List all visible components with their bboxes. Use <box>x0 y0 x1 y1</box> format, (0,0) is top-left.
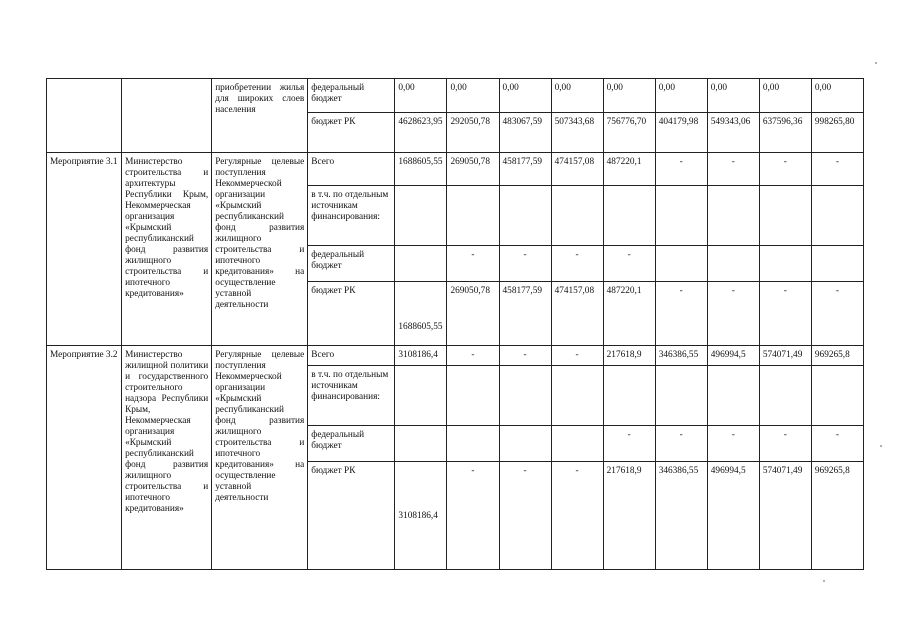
value-cell <box>447 426 499 462</box>
value-cell: 458177,59 <box>499 153 551 186</box>
value-cell: - <box>603 246 655 282</box>
source-cell: бюджет РК <box>308 113 395 153</box>
value-cell: 998265,80 <box>811 113 863 153</box>
value-cell: 458177,59 <box>499 282 551 346</box>
value-cell: 0,00 <box>395 79 447 113</box>
value-cell <box>395 186 447 246</box>
purpose-cell: приобретении жилья для широких слоев населения <box>212 79 308 153</box>
value-cell <box>551 186 603 246</box>
source-cell: в т.ч. по отдельным источникам финансирования: <box>308 186 395 246</box>
value-cell: 292050,78 <box>447 113 499 153</box>
value-cell: - <box>551 346 603 366</box>
value-cell <box>707 186 759 246</box>
event-name: Мероприятие 3.2 <box>47 346 122 570</box>
value-cell <box>655 186 707 246</box>
value-cell: 0,00 <box>499 79 551 113</box>
value-cell: 0,00 <box>447 79 499 113</box>
value-cell: - <box>447 346 499 366</box>
value-cell: - <box>759 282 811 346</box>
value-cell: 346386,55 <box>655 462 707 570</box>
value-cell: 637596,36 <box>759 113 811 153</box>
table-row <box>47 153 864 186</box>
value-cell <box>499 426 551 462</box>
value-cell: 483067,59 <box>499 113 551 153</box>
event-name: Мероприятие 3.1 <box>47 153 122 346</box>
executor-cell <box>122 79 212 153</box>
value-cell: 487220,1 <box>603 282 655 346</box>
value-cell: 507343,68 <box>551 113 603 153</box>
value-cell: - <box>811 282 863 346</box>
value-cell <box>499 366 551 426</box>
value-cell: - <box>707 426 759 462</box>
value-cell: - <box>707 282 759 346</box>
value-cell: 269050,78 <box>447 153 499 186</box>
value-cell: - <box>551 246 603 282</box>
value-cell: - <box>447 246 499 282</box>
value-cell <box>759 366 811 426</box>
value-cell: - <box>603 426 655 462</box>
value-cell <box>395 426 447 462</box>
value-cell: 269050,78 <box>447 282 499 346</box>
value-cell: 0,00 <box>707 79 759 113</box>
value-cell: - <box>499 462 551 570</box>
value-cell: 969265,8 <box>811 346 863 366</box>
value-cell <box>759 246 811 282</box>
source-cell: федеральный бюджет <box>308 426 395 462</box>
value-cell <box>447 366 499 426</box>
scan-speck <box>875 62 877 64</box>
value-cell <box>707 246 759 282</box>
value-cell: 549343,06 <box>707 113 759 153</box>
value-cell: - <box>707 153 759 186</box>
value-cell: 574071,49 <box>759 346 811 366</box>
value-cell <box>395 246 447 282</box>
funding-table <box>46 78 864 570</box>
value-cell: - <box>655 426 707 462</box>
value-cell: - <box>811 153 863 186</box>
value-cell: - <box>447 462 499 570</box>
value-cell: - <box>499 246 551 282</box>
table-row <box>47 346 864 366</box>
executor-cell: Министерство строительства и архитектуры Республики Крым, Некоммерческая организация «Крымский республиканский фонд развития жилищного строительства и ипотечного кредитования» <box>122 153 212 346</box>
value-cell: 0,00 <box>603 79 655 113</box>
value-cell: 474157,08 <box>551 153 603 186</box>
value-cell <box>759 186 811 246</box>
value-cell: 346386,55 <box>655 346 707 366</box>
value-cell: 0,00 <box>811 79 863 113</box>
value-cell <box>603 186 655 246</box>
value-cell: 969265,8 <box>811 462 863 570</box>
purpose-cell: Регулярные целевые поступления Некоммерческой организации «Крымский республиканский фонд развития жилищного строительства и ипотечного кредитования» на осуществление уставной деятельности <box>212 153 308 346</box>
source-cell: федеральный бюджет <box>308 79 395 113</box>
value-cell <box>655 246 707 282</box>
source-cell: бюджет РК <box>308 282 395 346</box>
value-cell: 496994,5 <box>707 462 759 570</box>
value-cell: - <box>759 153 811 186</box>
scan-speck <box>880 445 882 447</box>
value-cell: 756776,70 <box>603 113 655 153</box>
value-cell: 3108186,4 <box>395 462 447 570</box>
value-cell: 0,00 <box>655 79 707 113</box>
source-cell: в т.ч. по отдельным источникам финансирования: <box>308 366 395 426</box>
value-cell <box>499 186 551 246</box>
source-cell: бюджет РК <box>308 462 395 570</box>
value-cell: 1688605,55 <box>395 282 447 346</box>
value-cell <box>811 246 863 282</box>
value-cell <box>655 366 707 426</box>
value-cell: 217618,9 <box>603 462 655 570</box>
value-cell: 487220,1 <box>603 153 655 186</box>
scan-speck <box>823 580 825 582</box>
value-cell <box>811 366 863 426</box>
value-cell: 0,00 <box>759 79 811 113</box>
value-cell <box>707 366 759 426</box>
value-cell: 0,00 <box>551 79 603 113</box>
value-cell: 404179,98 <box>655 113 707 153</box>
source-cell: федеральный бюджет <box>308 246 395 282</box>
source-cell: Всего <box>308 346 395 366</box>
value-cell: - <box>655 282 707 346</box>
value-cell <box>551 366 603 426</box>
value-cell: 496994,5 <box>707 346 759 366</box>
value-cell <box>551 426 603 462</box>
value-cell <box>395 366 447 426</box>
value-cell <box>811 186 863 246</box>
value-cell: - <box>759 426 811 462</box>
value-cell: 574071,49 <box>759 462 811 570</box>
table-row <box>47 79 864 113</box>
value-cell <box>603 366 655 426</box>
event-cell <box>47 79 122 153</box>
value-cell: - <box>655 153 707 186</box>
value-cell: 217618,9 <box>603 346 655 366</box>
value-cell: 474157,08 <box>551 282 603 346</box>
purpose-cell: Регулярные целевые поступления Некоммерческой организации «Крымский республиканский фонд развития жилищного строительства и ипотечного кредитования» на осуществление уставной деятельности <box>212 346 308 570</box>
value-cell <box>447 186 499 246</box>
source-cell: Всего <box>308 153 395 186</box>
value-cell: 4628623,95 <box>395 113 447 153</box>
value-cell: - <box>551 462 603 570</box>
value-cell: - <box>811 426 863 462</box>
value-cell: 1688605,55 <box>395 153 447 186</box>
value-cell: - <box>499 346 551 366</box>
executor-cell: Министерство жилищной политики и государственного строительного надзора Республики Крым, Некоммерческая организация «Крымский республиканский фонд развития жилищного строительства и ипотечного кредитования» <box>122 346 212 570</box>
value-cell: 3108186,4 <box>395 346 447 366</box>
